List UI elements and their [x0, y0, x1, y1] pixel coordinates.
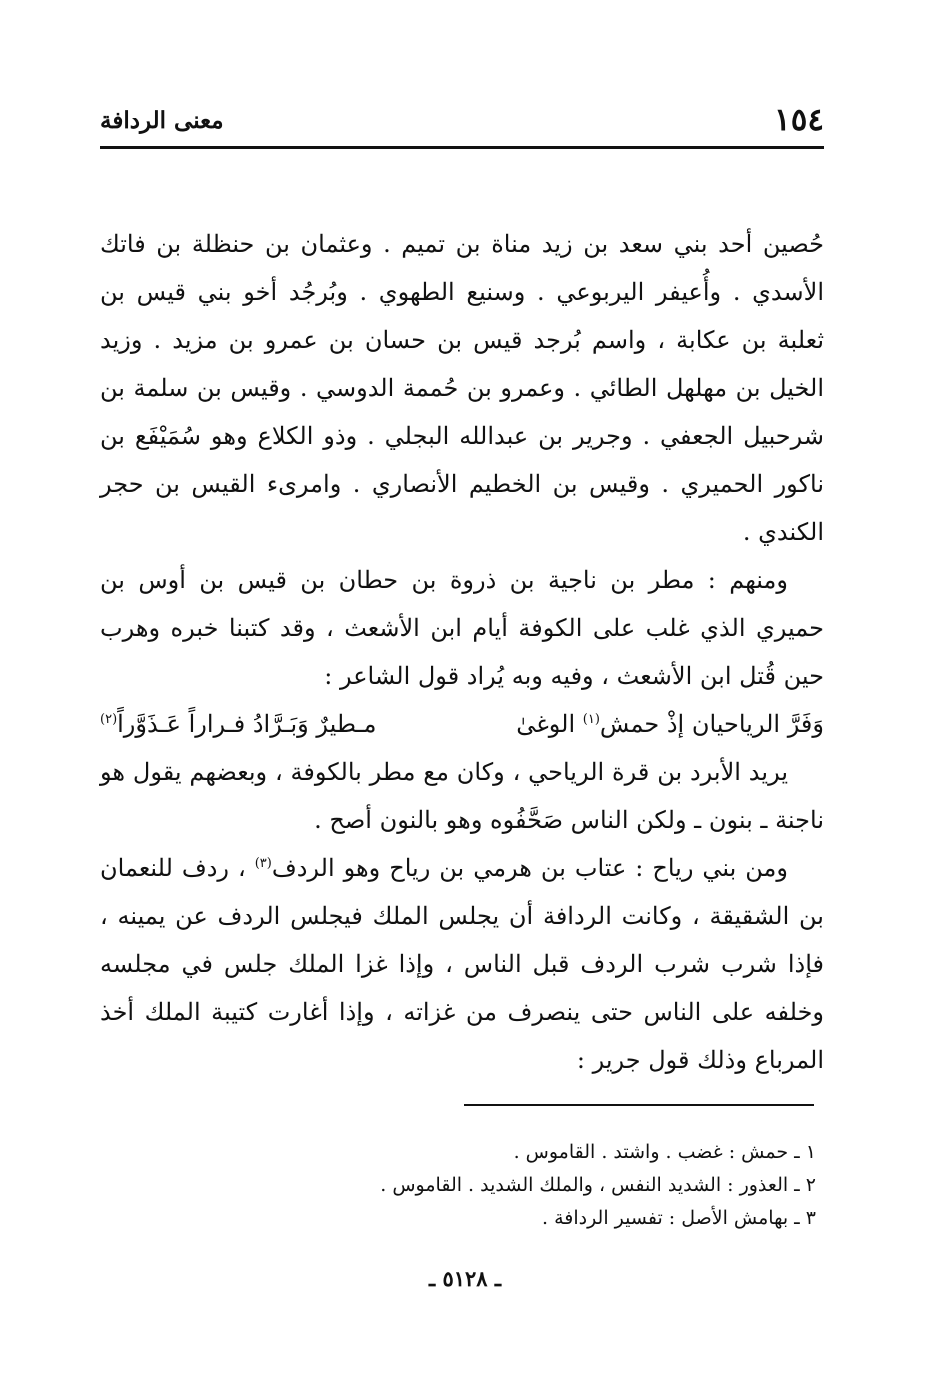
- poetry-verse: [100, 700, 824, 748]
- verse-first-text: وَفَرَّ الرياحيان إذْ حمش: [599, 710, 824, 738]
- paragraph-2: ومنهم : مطر بن ناجية بن ذروة بن حطان بن قيس بن أوس بن حميري الذي غلب على الكوفة أيام ابن الأشعث ، وقد كتبنا خبره وهرب حين قُتل ابن الأشعث ، وفيه وبه يُراد قول الشاعر :: [100, 566, 824, 690]
- footnote-marker-1: (١): [582, 712, 600, 727]
- main-text: [100, 220, 824, 1084]
- paragraph-4: [100, 844, 824, 1084]
- paragraph-3: يريد الأبرد بن قرة الرياحي ، وكان مع مطر بالكوفة ، وبعضهم يقول هو ناجنة ـ بنون ـ ولكن الناس صَحَّفُوه وهو بالنون أصح .: [100, 758, 824, 834]
- footnote-divider: [464, 1104, 814, 1106]
- footnote-2: ٢ ـ العذور : الشديد النفس ، والملك الشديد . القاموس .: [380, 1174, 816, 1196]
- paragraph-4-start: ومن بني رياح : عتاب بن هرمي بن رياح وهو الردف: [271, 854, 788, 882]
- verse-first-hemistich: [516, 700, 824, 748]
- page-header: [100, 100, 824, 140]
- footnote-marker-3: (٣): [254, 856, 272, 871]
- footnote-1: ١ ـ حمش : غضب . واشتد . القاموس .: [513, 1141, 816, 1163]
- verse-first-end: الوغىٰ: [516, 710, 576, 738]
- page-footer-marker: ـ ٥١٢٨ ـ: [428, 1266, 502, 1291]
- paragraph-4-end: ، ردف للنعمان بن الشقيقة ، وكانت الردافة أن يجلس الملك فيجلس الردف عن يمينه ، فإذا شرب شرب الردف قبل الناس ، وإذا غزا الملك جلس في مجلسه وخلفه على الناس حتى ينصرف من غزاته ، وإذا أغارت كتيبة الملك أخذ المرباع وذلك قول جرير :: [100, 854, 824, 1074]
- footnotes: [100, 1136, 816, 1235]
- footnote-marker-2: (٢): [100, 712, 118, 727]
- verse-second-hemistich: [100, 700, 376, 748]
- paragraph-1: حُصين أحد بني سعد بن زيد مناة بن تميم . وعثمان بن حنظلة بن فاتك الأسدي . وأُعيفر اليربوعي . وسنيع الطهوي . وبُرجُد أخو بني قيس بن ثعلبة بن عكابة ، واسم بُرجد قيس بن حسان بن عمرو بن مزيد . وزيد الخيل بن مهلهل الطائي . وعمرو بن حُممة الدوسي . وقيس بن سلمة بن شرحبيل الجعفي . وجرير بن عبدالله البجلي . وذو الكلاع وهو سُمَيْفَع بن ناكور الحميري . وقيس بن الخطيم الأنصاري . وامرىء القيس بن حجر الكندي .: [100, 230, 824, 546]
- header-divider: [100, 146, 824, 149]
- page-number: ١٥٤: [774, 102, 824, 138]
- footnote-3: ٣ ـ بهامش الأصل : تفسير الردافة .: [541, 1207, 816, 1229]
- verse-second-text: مـطيرٌ وَبَـرَّادُ فـراراً عَـذَوَّراً: [117, 710, 377, 738]
- chapter-title: معنى الردافة: [100, 107, 224, 134]
